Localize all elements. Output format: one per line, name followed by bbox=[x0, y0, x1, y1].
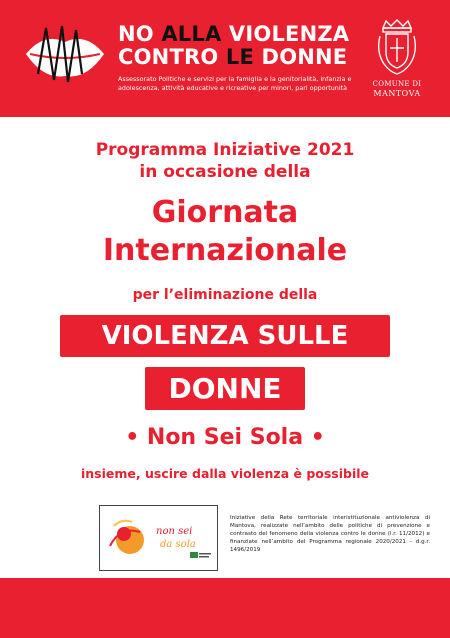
logo-text-1: non sei bbox=[156, 526, 193, 537]
title-line-1: NO ALLA VIOLENZA bbox=[118, 22, 350, 46]
title-line-2: CONTRO LE DONNE bbox=[118, 45, 348, 69]
insieme-tagline: insieme, uscire dalla violenza è possibile bbox=[80, 466, 370, 481]
lips-logo-icon bbox=[24, 24, 106, 86]
rete-info-text: Iniziative della Rete territoriale interistituzionale antiviolenza di Mantova, realizzate nell’ambito delle politiche di prevenzione e contrasto del fenomeno della violenza contro le donne (l.r. 11/2012) e finanziate nell’ambito del Programma regionale 2020/2021 - d.g.r. 1496/2019 bbox=[230, 515, 430, 553]
comune-label: COMUNE DI MANTOVA bbox=[372, 80, 422, 98]
city-crest-icon bbox=[374, 18, 420, 80]
non-sei-sola-title: • Non Sei Sola • bbox=[125, 425, 325, 450]
banner-violenza-sulle: VIOLENZA SULLE bbox=[60, 315, 390, 357]
programma-line-2: in occasione della bbox=[139, 162, 311, 182]
assessorato-subtitle: Assessorato Politiche e servizi per la famiglia e la genitorialità, infanzia e adolescenza, attività educative e ricreative per minori, pari opportunità bbox=[118, 75, 352, 92]
banner-donne: DONNE bbox=[145, 367, 305, 410]
giornata-heading-2: Internazionale bbox=[102, 233, 348, 268]
footer-band bbox=[0, 578, 450, 638]
non-sei-sola-logo-icon bbox=[100, 506, 217, 570]
programma-line-1: Programma Iniziative 2021 bbox=[95, 140, 355, 160]
logo-text-2: da sola bbox=[160, 539, 196, 550]
non-sei-sola-logo-card bbox=[99, 505, 218, 571]
giornata-heading-1: Giornata bbox=[151, 195, 299, 230]
eliminazione-text: per l’eliminazione della bbox=[132, 287, 318, 303]
header-band bbox=[0, 0, 450, 117]
